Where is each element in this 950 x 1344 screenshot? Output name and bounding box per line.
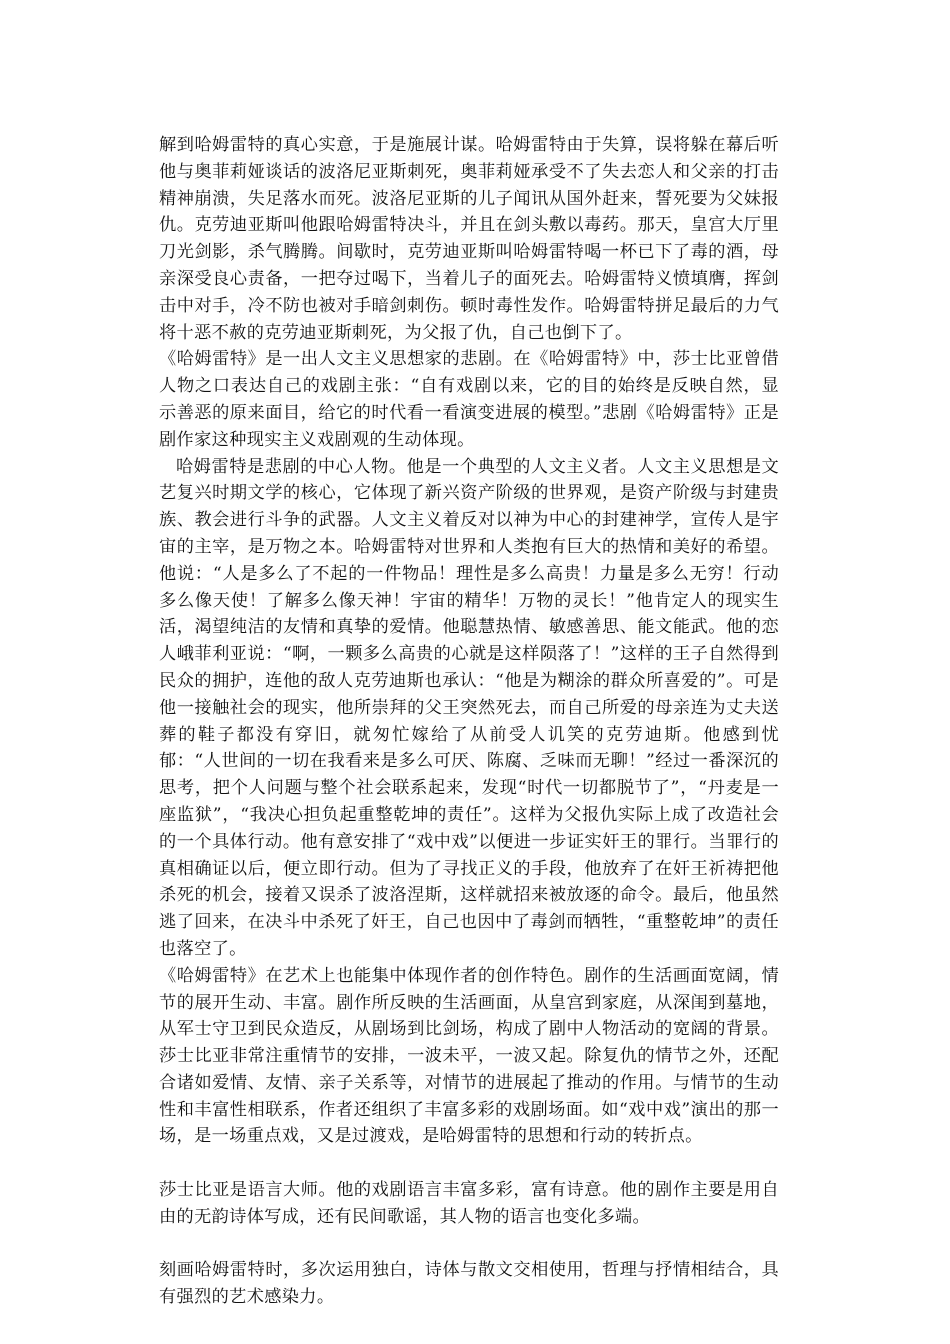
document-page [159, 132, 779, 1311]
paragraph-gap [159, 1231, 779, 1258]
paragraph-artistic-features: 《哈姆雷特》在艺术上也能集中体现作者的创作特色。剧作的生活画面宽阔，情节的展开生动、丰富。剧作所反映的生活画面，从皇宫到家庭，从深闺到墓地，从军士守卫到民众造反，从剧场到比剑场，构成了剧中人物活动的宽阔的背景。莎士比亚非常注重情节的安排，一波未平，一波又起。除复仇的情节之外，还配合诸如爱情、友情、亲子关系等，对情节的进展起了推动的作用。与情节的生动性和丰富性相联系，作者还组织了丰富多彩的戏剧场面。如“戏中戏”演出的那一场，是一场重点戏，又是过渡戏，是哈姆雷特的思想和行动的转折点。 [159, 965, 779, 1147]
paragraph-gap [159, 1150, 779, 1177]
paragraph-tragedy-intro: 《哈姆雷特》是一出人文主义思想家的悲剧。在《哈姆雷特》中，莎士比亚曾借人物之口表达自己的戏剧主张：“自有戏剧以来，它的目的始终是反映自然，显示善恶的原来面目，给它的时代看一看演变进展的模型。”悲剧《哈姆雷特》正是剧作家这种现实主义戏剧观的生动体现。 [159, 349, 779, 450]
paragraph-language-master: 莎士比亚是语言大师。他的戏剧语言丰富多彩，富有诗意。他的剧作主要是用自由的无韵诗体写成，还有民间歌谣，其人物的语言也变化多端。 [159, 1180, 779, 1227]
paragraph-monologue: 刻画哈姆雷特时，多次运用独白，诗体与散文交相使用，哲理与抒情相结合，具有强烈的艺术感染力。 [159, 1260, 779, 1308]
paragraph-plot-ending: 解到哈姆雷特的真心实意，于是施展计谋。哈姆雷特由于失算，误将躲在幕后听他与奥菲莉娅谈话的波洛尼亚斯刺死，奥菲莉娅承受不了失去恋人和父亲的打击精神崩溃，失足落水而死。波洛尼亚斯的儿子闻讯从国外赶来，誓死要为父妹报仇。克劳迪亚斯叫他跟哈姆雷特决斗，并且在剑头敷以毒药。那天，皇宫大厅里刀光剑影，杀气腾腾。间歇时，克劳迪亚斯叫哈姆雷特喝一杯已下了毒的酒，母亲深受良心责备，一把夺过喝下，当着儿子的面死去。哈姆雷特义愤填膺，挥剑击中对手，冷不防也被对手暗剑刺伤。顿时毒性发作。哈姆雷特拼足最后的力气将十恶不赦的克劳迪亚斯刺死，为父报了仇，自己也倒下了。 [159, 135, 779, 343]
paragraph-hamlet-character: 哈姆雷特是悲剧的中心人物。他是一个典型的人文主义者。人文主义思想是文艺复兴时期文学的核心，它体现了新兴资产阶级的世界观，是资产阶级与封建贵族、教会进行斗争的武器。人文主义着反对以神为中心的封建神学，宣传人是宇宙的主宰，是万物之本。哈姆雷特对世界和人类抱有巨大的热情和美好的希望。他说：“人是多么了不起的一件物品！理性是多么高贵！力量是多么无穷！行动多么像天使！了解多么像天神！宇宙的精华！万物的灵长！”他肯定人的现实生活，渴望纯洁的友情和真挚的爱情。他聪慧热情、敏感善思、能文能武。他的恋人峨菲利亚说：“啊，一颗多么高贵的心就是这样陨落了！”这样的王子自然得到民众的拥护，连他的敌人克劳迪斯也承认：“他是为糊涂的群众所喜爱的”。可是他一接触社会的现实，他所崇拜的父王突然死去，而自己所爱的母亲连为丈夫送葬的鞋子都没有穿旧，就匆忙嫁给了从前受人讥笑的克劳迪斯。他感到忧郁：“人世间的一切在我看来是多么可厌、陈腐、乏味而无聊！”经过一番深沉的思考，把个人问题与整个社会联系起来，发现“时代一切都脱节了”，“丹麦是一座监狱”，“我决心担负起重整乾坤的责任”。这样为父报仇实际上成了改造社会的一个具体行动。他有意安排了“戏中戏”以便进一步证实奸王的罪行。当罪行的真相确证以后，便立即行动。但为了寻找正义的手段，他放弃了在奸王祈祷把他杀死的机会，接着又误杀了波洛涅斯，这样就招来被放逐的命令。最后，他虽然逃了回来，在决斗中杀死了奸王，自己也因中了毒剑而牺牲，“重整乾坤”的责任也落空了。 [159, 456, 779, 959]
